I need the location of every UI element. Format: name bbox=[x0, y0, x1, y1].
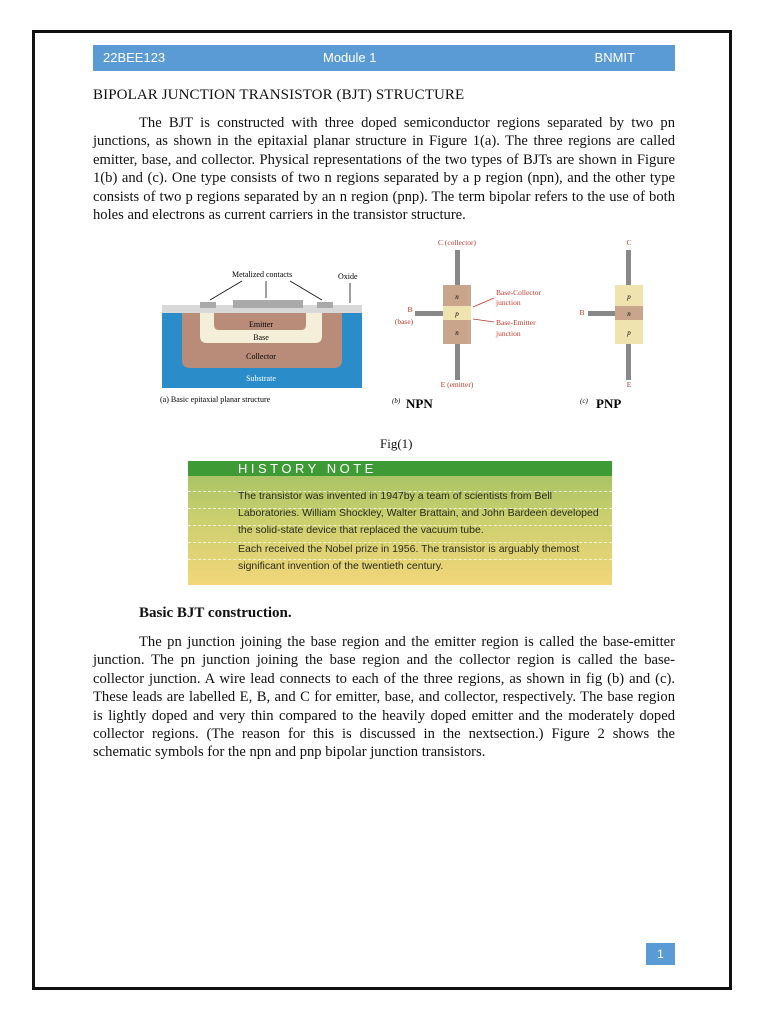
npn-base-label: B bbox=[407, 305, 413, 314]
history-note-box bbox=[188, 461, 612, 585]
base-contact-left bbox=[200, 302, 216, 308]
bjt-figures bbox=[160, 232, 660, 422]
figure-a-epitaxial bbox=[160, 270, 362, 404]
npn-region-mid: p bbox=[455, 310, 459, 318]
pnp-caption-letter: (c) bbox=[580, 397, 588, 405]
npn-caption: NPN bbox=[406, 396, 433, 411]
npn-collector-label: C (collector) bbox=[437, 238, 477, 247]
npn-be-junction-1: Base-Emitter bbox=[496, 318, 536, 327]
figure-caption: Fig(1) bbox=[380, 436, 413, 451]
oxide-label: Oxide bbox=[338, 272, 358, 281]
page-title: BIPOLAR JUNCTION TRANSISTOR (BJT) STRUCTURE bbox=[93, 87, 465, 103]
npn-bc-junction-1: Base-Collector bbox=[496, 288, 541, 297]
base-contact-right bbox=[317, 302, 333, 308]
pnp-region-bot: p bbox=[627, 329, 631, 337]
collector-label: Collector bbox=[246, 352, 276, 361]
figure-b-npn bbox=[392, 238, 541, 411]
pnp-collector-lead bbox=[626, 250, 631, 285]
metal-label: Metalized contacts bbox=[232, 270, 293, 279]
emitter-contact bbox=[233, 300, 303, 308]
npn-base-sub: (base) bbox=[394, 317, 414, 326]
npn-region-top: n bbox=[455, 293, 459, 301]
pnp-emitter-lead bbox=[626, 344, 631, 380]
substrate-label: Substrate bbox=[246, 374, 276, 383]
history-text-2: Each received the Nobel prize in 1956. The transistor is arguably themost significant invention of the twentieth century. bbox=[238, 543, 580, 572]
figure-c-pnp bbox=[579, 238, 643, 411]
pnp-region-mid: n bbox=[627, 310, 631, 318]
intro-paragraph: The BJT is constructed with three doped semiconductor regions separated by two pn junctions, as shown in the epitaxial planar structure in Figure 1(a). The three regions are called emitter, base, and collector. Physical representations of the two types of BJTs are shown in Figure 1(b) and (c). One type consists of two n regions separated by a p region (npn), and the other type consists of two p regions separated by an n region (pnp). The term bipolar refers to the use of both holes and electrons as current carriers in the transistor structure. bbox=[93, 115, 675, 224]
pnp-caption: PNP bbox=[596, 396, 622, 411]
npn-caption-letter: (b) bbox=[392, 397, 401, 405]
pnp-collector-label: C bbox=[626, 238, 632, 247]
pnp-region-top: p bbox=[627, 293, 631, 301]
pnp-base-label: B bbox=[579, 308, 585, 317]
npn-emitter-lead bbox=[455, 344, 460, 380]
header-course-code: 22BEE123 bbox=[103, 50, 166, 65]
emitter-label: Emitter bbox=[249, 320, 273, 329]
base-label: Base bbox=[253, 333, 269, 342]
pnp-emitter-label: E bbox=[626, 380, 632, 389]
figure-a-caption: (a) Basic epitaxial planar structure bbox=[160, 395, 271, 404]
header-module: Module 1 bbox=[323, 50, 377, 65]
construction-paragraph: The pn junction joining the base region and the emitter region is called the base-emitter junction. The pn junction joining the base region and the collector region is called the base-collector junction. A wire lead connects to each of the three regions, as shown in fig (b) and (c). These leads are labelled E, B, and C for emitter, base, and collector, respectively. The base region is lightly doped and very thin compared to the heavily doped emitter and the moderately doped collector regions. (The reason for this is discussed in the nextsection.) Figure 2 shows the schematic symbols for the npn and pnp bipolar junction transistors. bbox=[93, 634, 675, 761]
npn-bc-junction-2: junction bbox=[496, 298, 521, 307]
history-note-title: HISTORY NOTE bbox=[188, 461, 612, 476]
npn-collector-lead bbox=[455, 250, 460, 285]
history-text-1: The transistor was invented in 1947by a team of scientists from Bell Laboratories. William Shockley, Walter Brattain, and John Bardeen developed the solid-state device that replaced the vacuum tube. bbox=[238, 490, 599, 536]
npn-base-lead bbox=[415, 311, 445, 316]
page-number: 1 bbox=[646, 943, 675, 965]
npn-be-junction-2: junction bbox=[496, 329, 521, 338]
section-heading: Basic BJT construction. bbox=[139, 605, 292, 621]
header-bar bbox=[93, 45, 675, 71]
npn-region-bot: n bbox=[455, 329, 459, 337]
pnp-base-lead bbox=[588, 311, 616, 316]
header-institute: BNMIT bbox=[594, 50, 635, 65]
npn-emitter-label: E (emitter) bbox=[440, 380, 474, 389]
